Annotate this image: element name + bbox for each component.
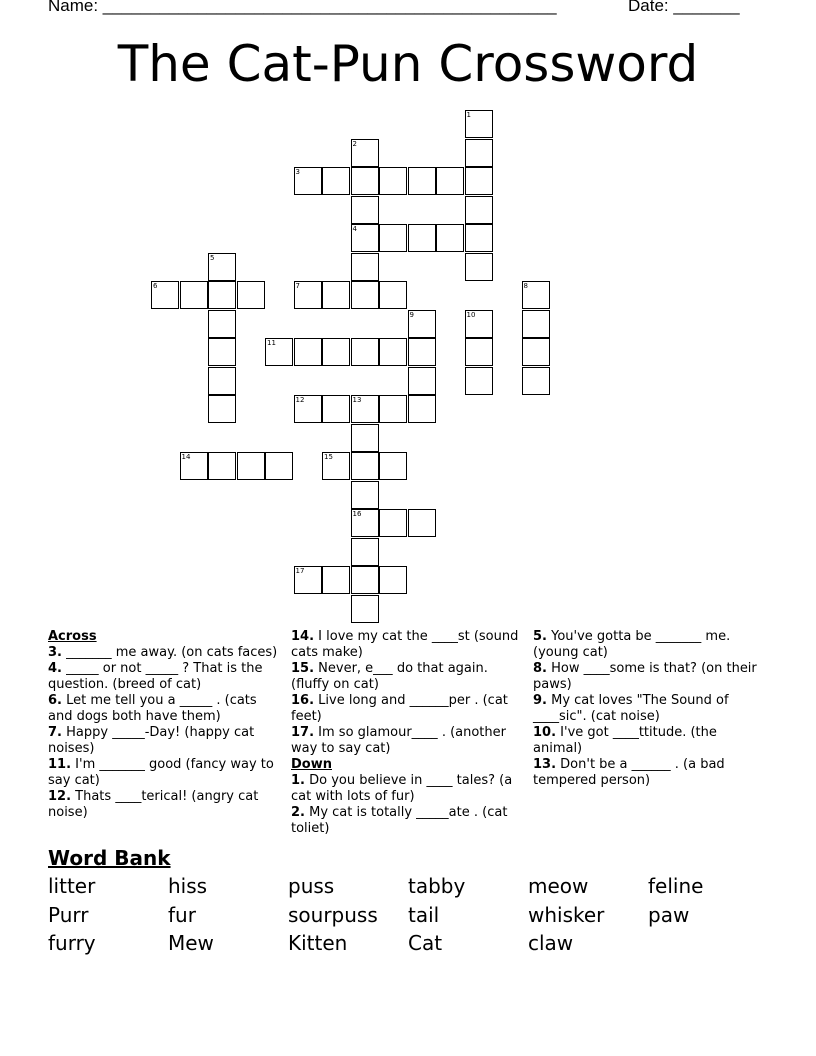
clue-number: 15 (324, 453, 333, 461)
clue-number: 5 (210, 253, 215, 262)
clue-across-6: 6. Let me tell you a _____ . (cats and dogs both have them) (48, 693, 257, 724)
clue-number: 17 (295, 567, 305, 575)
word-bank-item: Kitten (288, 931, 348, 955)
clue-down-5: 5. You've gotta be _______ me. (young cat) (533, 629, 731, 660)
crossword-cell[interactable] (465, 110, 493, 138)
crossword-cell[interactable] (322, 281, 350, 309)
clue-down-10: 10. I've got ____ttitude. (the animal) (533, 725, 717, 756)
word-bank-item: sourpuss (288, 902, 378, 927)
crossword-cell[interactable] (408, 509, 436, 537)
word-bank-item: claw (528, 931, 574, 955)
page-title: The Cat-Pun Crossword (117, 35, 699, 93)
crossword-cell[interactable] (379, 452, 407, 480)
crossword-cell[interactable] (351, 395, 379, 423)
crossword-cell[interactable] (408, 310, 436, 338)
clue-number: 7 (295, 282, 300, 290)
crossword-cell[interactable] (351, 167, 379, 195)
crossword-cell[interactable] (408, 395, 436, 423)
crossword-cell[interactable] (351, 281, 379, 309)
crossword-cell[interactable] (322, 566, 350, 594)
crossword-cell[interactable] (465, 139, 493, 167)
clue-number: 9 (409, 310, 414, 319)
crossword-cell[interactable] (208, 395, 236, 423)
crossword-cell[interactable] (294, 566, 322, 594)
clue-column-3 (533, 629, 759, 789)
crossword-cell[interactable] (351, 566, 379, 594)
crossword-cell[interactable] (351, 338, 379, 366)
down-heading: Down (291, 757, 332, 772)
clue-number: 14 (181, 453, 191, 461)
crossword-cell[interactable] (465, 253, 493, 281)
crossword-cell[interactable] (351, 253, 379, 281)
crossword-cell[interactable] (379, 509, 407, 537)
crossword-cell[interactable] (208, 367, 236, 395)
clue-across-7: 7. Happy _____-Day! (happy cat noises) (48, 725, 255, 756)
crossword-cell[interactable] (408, 224, 436, 252)
word-bank-item: Cat (408, 931, 443, 955)
clue-down-2: 2. My cat is totally _____ate . (cat toliet) (291, 805, 508, 836)
crossword-cell[interactable] (322, 167, 350, 195)
clue-down-8: 8. How ____some is that? (on their paws) (533, 661, 757, 692)
word-bank-item: whisker (528, 902, 605, 927)
clue-across-4: 4. _____ or not _____ ? That is the question. (breed of cat) (48, 661, 263, 692)
word-bank-item: Purr (48, 902, 89, 927)
crossword-cell[interactable] (408, 367, 436, 395)
clue-across-14: 14. I love my cat the ____st (sound cats make) (291, 629, 519, 660)
clue-number: 1 (466, 111, 471, 119)
crossword-cell[interactable] (208, 338, 236, 366)
crossword-cell[interactable] (522, 281, 550, 309)
clue-column-1 (48, 629, 278, 821)
crossword-cell[interactable] (379, 395, 407, 423)
word-bank-item: Mew (168, 931, 214, 955)
crossword-cell[interactable] (180, 281, 208, 309)
crossword-cell[interactable] (294, 281, 322, 309)
date-field[interactable]: Date: _______ (628, 0, 740, 15)
crossword-cell[interactable] (208, 253, 236, 281)
clue-number: 12 (295, 396, 305, 404)
crossword-cell[interactable] (379, 566, 407, 594)
across-heading: Across (48, 629, 97, 644)
clue-number: 2 (352, 139, 357, 148)
clue-number: 4 (352, 225, 357, 233)
crossword-cell[interactable] (436, 224, 464, 252)
word-bank-item: furry (48, 931, 96, 955)
clue-down-9: 9. My cat loves "The Sound of ____sic". (cat noise) (533, 693, 729, 724)
crossword-cell[interactable] (351, 139, 379, 167)
crossword-cell[interactable] (322, 395, 350, 423)
crossword-cell[interactable] (379, 167, 407, 195)
crossword-cell[interactable] (322, 338, 350, 366)
crossword-cell[interactable] (237, 281, 265, 309)
crossword-cell[interactable] (379, 281, 407, 309)
word-bank-item: litter (48, 874, 96, 898)
crossword-cell[interactable] (436, 167, 464, 195)
word-bank-title: Word Bank (48, 846, 171, 870)
clue-across-16: 16. Live long and ______per . (cat feet) (291, 693, 508, 724)
clue-number: 13 (352, 396, 362, 404)
header-line (48, 0, 748, 18)
crossword-cell[interactable] (151, 281, 179, 309)
word-bank-item: meow (528, 874, 589, 898)
word-bank-item: puss (288, 874, 335, 898)
crossword-cell[interactable] (208, 281, 236, 309)
crossword-cell[interactable] (408, 338, 436, 366)
crossword-cell[interactable] (465, 224, 493, 252)
word-bank-item: tabby (408, 874, 466, 898)
name-field[interactable]: Name: ________________________________________________ (48, 0, 557, 15)
crossword-cell[interactable] (351, 481, 379, 509)
crossword-cell[interactable] (408, 167, 436, 195)
clue-number: 8 (523, 282, 528, 290)
clue-down-13: 13. Don't be a ______ . (a bad tempered person) (533, 757, 725, 788)
crossword-cell[interactable] (265, 338, 293, 366)
crossword-cell[interactable] (351, 452, 379, 480)
clue-column-2 (291, 629, 523, 837)
word-bank-item: fur (168, 902, 196, 927)
crossword-cell[interactable] (294, 395, 322, 423)
word-bank-item: hiss (168, 874, 208, 898)
crossword-cell[interactable] (465, 367, 493, 395)
crossword-cell[interactable] (522, 367, 550, 395)
word-bank-item: feline (648, 874, 704, 898)
crossword-cell[interactable] (379, 338, 407, 366)
crossword-cell[interactable] (351, 509, 379, 537)
clue-across-12: 12. Thats ____terical! (angry cat noise) (48, 789, 259, 820)
crossword-cell[interactable] (351, 538, 379, 566)
crossword-cell[interactable] (351, 424, 379, 452)
crossword-cell[interactable] (294, 338, 322, 366)
crossword-cell[interactable] (465, 338, 493, 366)
crossword-cell[interactable] (465, 196, 493, 224)
crossword-cell[interactable] (322, 452, 350, 480)
clue-across-17: 17. Im so glamour____ . (another way to say cat) (291, 725, 506, 756)
crossword-cell[interactable] (180, 452, 208, 480)
clue-across-3: 3. _______ me away. (on cats faces) (48, 645, 278, 660)
crossword-cell[interactable] (351, 595, 379, 623)
clue-down-1: 1. Do you believe in ____ tales? (a cat with lots of fur) (291, 773, 513, 804)
crossword-cell[interactable] (237, 452, 265, 480)
crossword-cell[interactable] (522, 338, 550, 366)
crossword-cell[interactable] (208, 452, 236, 480)
clue-number: 10 (466, 310, 476, 319)
word-bank-item: paw (648, 902, 690, 927)
clue-number: 6 (153, 282, 158, 290)
clue-number: 3 (295, 168, 300, 176)
clue-number: 11 (267, 339, 276, 347)
crossword-cell[interactable] (208, 310, 236, 338)
crossword-cell[interactable] (379, 224, 407, 252)
crossword-cell[interactable] (465, 167, 493, 195)
clue-across-15: 15. Never, e___ do that again. (fluffy on cat) (291, 661, 488, 692)
clue-number: 16 (352, 510, 362, 518)
crossword-cell[interactable] (294, 167, 322, 195)
clue-across-11: 11. I'm _______ good (fancy way to say cat) (48, 757, 274, 788)
crossword-cell[interactable] (465, 310, 493, 338)
crossword-cell[interactable] (522, 310, 550, 338)
word-bank-item: tail (408, 902, 440, 927)
crossword-cell[interactable] (265, 452, 293, 480)
crossword-cell[interactable] (351, 196, 379, 224)
crossword-cell[interactable] (351, 224, 379, 252)
